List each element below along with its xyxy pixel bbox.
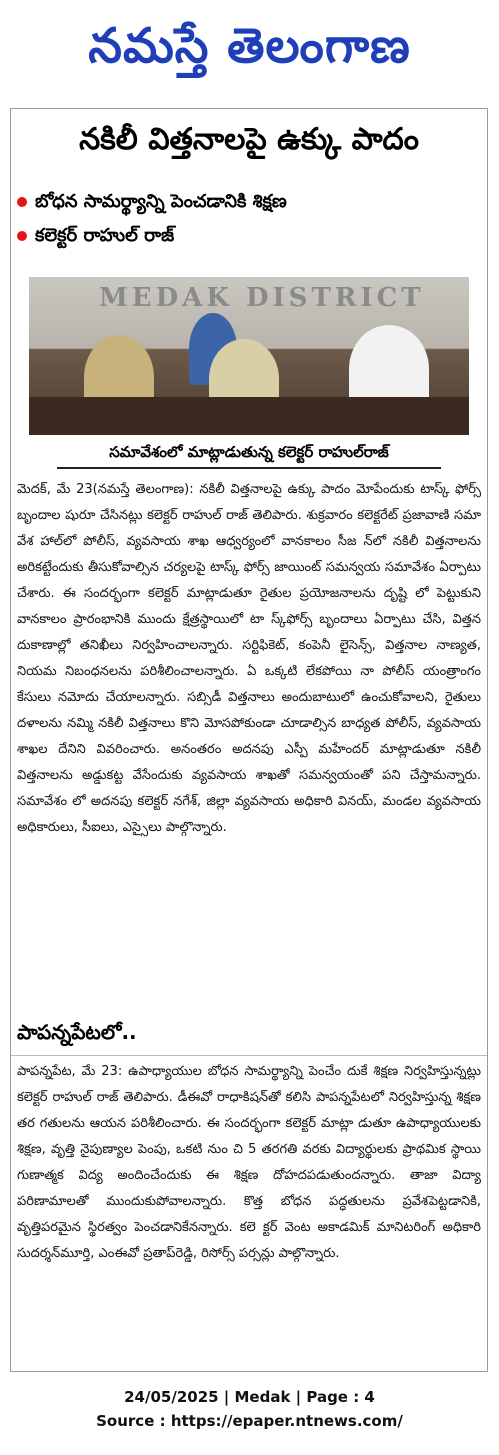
section-subhead: పాపన్నపేటలో.. xyxy=(17,1020,137,1044)
article-paragraph: మెదక్, మే 23(నమస్తే తెలంగాణ): నకిలీ విత్తనాలపై ఉక్కు పాదం మోపేందుకు టాస్క్ ఫోర్స్ బృందాల షురూ చేసినట్లు కలెక్టర్ రాహుల్ రాజ్ తెలిపారు. శుక్రవారం కలెక్టరేట్ ప్రజావాణి సమా వేశ హాల్‌లో పోలీస్, వ్యవసాయ శాఖ ఆధ్వర్యంలో వానకాలం సీజ న్‌లో నకిలీ విత్తనాలను అరికట్టేందుకు తీసుకోవాల్సిన చర్యలపై టాస్క్ ఫోర్స్ జాయింట్ సమన్వయ సమావేశం ఏర్పాటు చేశారు. ఈ సందర్భంగా కలెక్టర్ మాట్లాడుతూ రైతుల ప్రయోజనాలను దృష్టి లో పెట్టుకుని వానకాలం ప్రారంభానికి ముందు క్షేత్రస్థాయిలో టా స్క్‌ఫోర్స్ బృందాలు ఏర్పాటు చేసి, విత్తన దుకాణాల్లో తనిఖీలు నిర్వహించాలన్నారు. సర్టిఫికెట్, కంపెనీ లైసెన్స్, విత్తనాల నాణ్యత, నియమ నిబంధనలను పరిశీలించాలన్నారు. ఏ ఒక్కటి లేకపోయి నా పోలీస్ యంత్రాంగం కేసులు నమోదు చేయాలన్నారు. సబ్సిడీ విత్తనాలు అందుబాటులో ఉంచుకోవాలని, రైతులు దళాలను నమ్మి నకిలీ విత్తనాలు కొని మోసపోకుండా చూడాల్సిన బాధ్యత పోలీస్, వ్యవసాయ శాఖల దేనిని వివరించారు. అనంతరం అదనపు ఎస్పీ మహేందర్ మాట్లాడుతూ నకిలీ విత్తనాలను అడ్డుకట్ట వేసేందుకు వ్యవసాయ శాఖతో సమన్వయంతో పని చేస్తామన్నారు. సమావేశం లో అదనపు కలెక్టర్ నగేశ్, జిల్లా వ్యవసాయ అధికారి వినయ్, మండల వ్యవసాయ అధికారులు, సీఐలు, ఎస్సైలు పాల్గొన్నారు. xyxy=(17,482,481,835)
bullet-point xyxy=(17,189,287,215)
bullet-point xyxy=(17,223,174,249)
bullet-text: బోధన సామర్థ్యాన్ని పెంచడానికి శిక్షణ xyxy=(35,191,287,212)
photo-table xyxy=(29,397,469,435)
footer-source-line: Source : https://epaper.ntnews.com/ xyxy=(96,1412,403,1430)
footer-date-line: 24/05/2025 | Medak | Page : 4 xyxy=(124,1388,375,1406)
masthead-title: నమస్తే తెలంగాణ xyxy=(88,18,411,74)
caption-divider xyxy=(57,467,441,469)
meeting-photo xyxy=(29,277,469,435)
photo-caption: సమావేశంలో మాట్లాడుతున్న కలెక్టర్ రాహుల్‌రాజ్ xyxy=(109,443,389,461)
bullet-text: కలెక్టర్ రాహుల్ రాజ్ xyxy=(35,225,175,246)
photo-sign-text: MEDAK DISTRICT xyxy=(99,283,425,313)
bullet-dot-icon xyxy=(17,231,27,241)
section-divider xyxy=(11,1055,487,1056)
bullet-dot-icon xyxy=(17,197,27,207)
news-clipping xyxy=(10,108,488,1372)
article-headline: నకిలీ విత్తనాలపై ఉక్కు పాదం xyxy=(79,122,419,157)
article-paragraph: పాపన్నపేట, మే 23: ఉపాధ్యాయుల బోధన సామర్థ్యాన్ని పెంచేం దుకే శిక్షణ నిర్వహిస్తున్నట్లు కలెక్టర్ రాహుల్ రాజ్ తెలిపారు. డీఈవో రాధాకిషన్‌తో కలిసి పాపన్నపేటలో నిర్వహిస్తున్న శిక్షణ తర గతులను ఆయన పరిశీలించారు. ఈ సందర్భంగా కలెక్టర్ మాట్లా డుతూ ఉపాధ్యాయులకు శిక్షణ, వృత్తి నైపుణ్యాల పెంపు, ఒకటి నుం చి 5 తరగతి వరకు విద్యార్థులకు ప్రాథమిక స్థాయి గుణాత్మక విద్య అందించేందుకు ఈ శిక్షణ దోహదపడుతుందన్నారు. తాజా విద్యా పరిణామాలతో ముందుకుపోవాలన్నారు. కొత్త బోధన పద్ధతులను ప్రవేశపెట్టడానికి, వృత్తిపరమైన స్థిరత్వం పెంచడానికేనన్నారు. కలె క్టర్ వెంట అకాడమిక్ మానిటరింగ్ అధికారి సుదర్శన్‌మూర్తి, ఎంఈవో ప్రతాప్‌రెడ్డి, రిసోర్స్ పర్సన్లు పాల్గొన్నారు. xyxy=(17,1064,481,1261)
